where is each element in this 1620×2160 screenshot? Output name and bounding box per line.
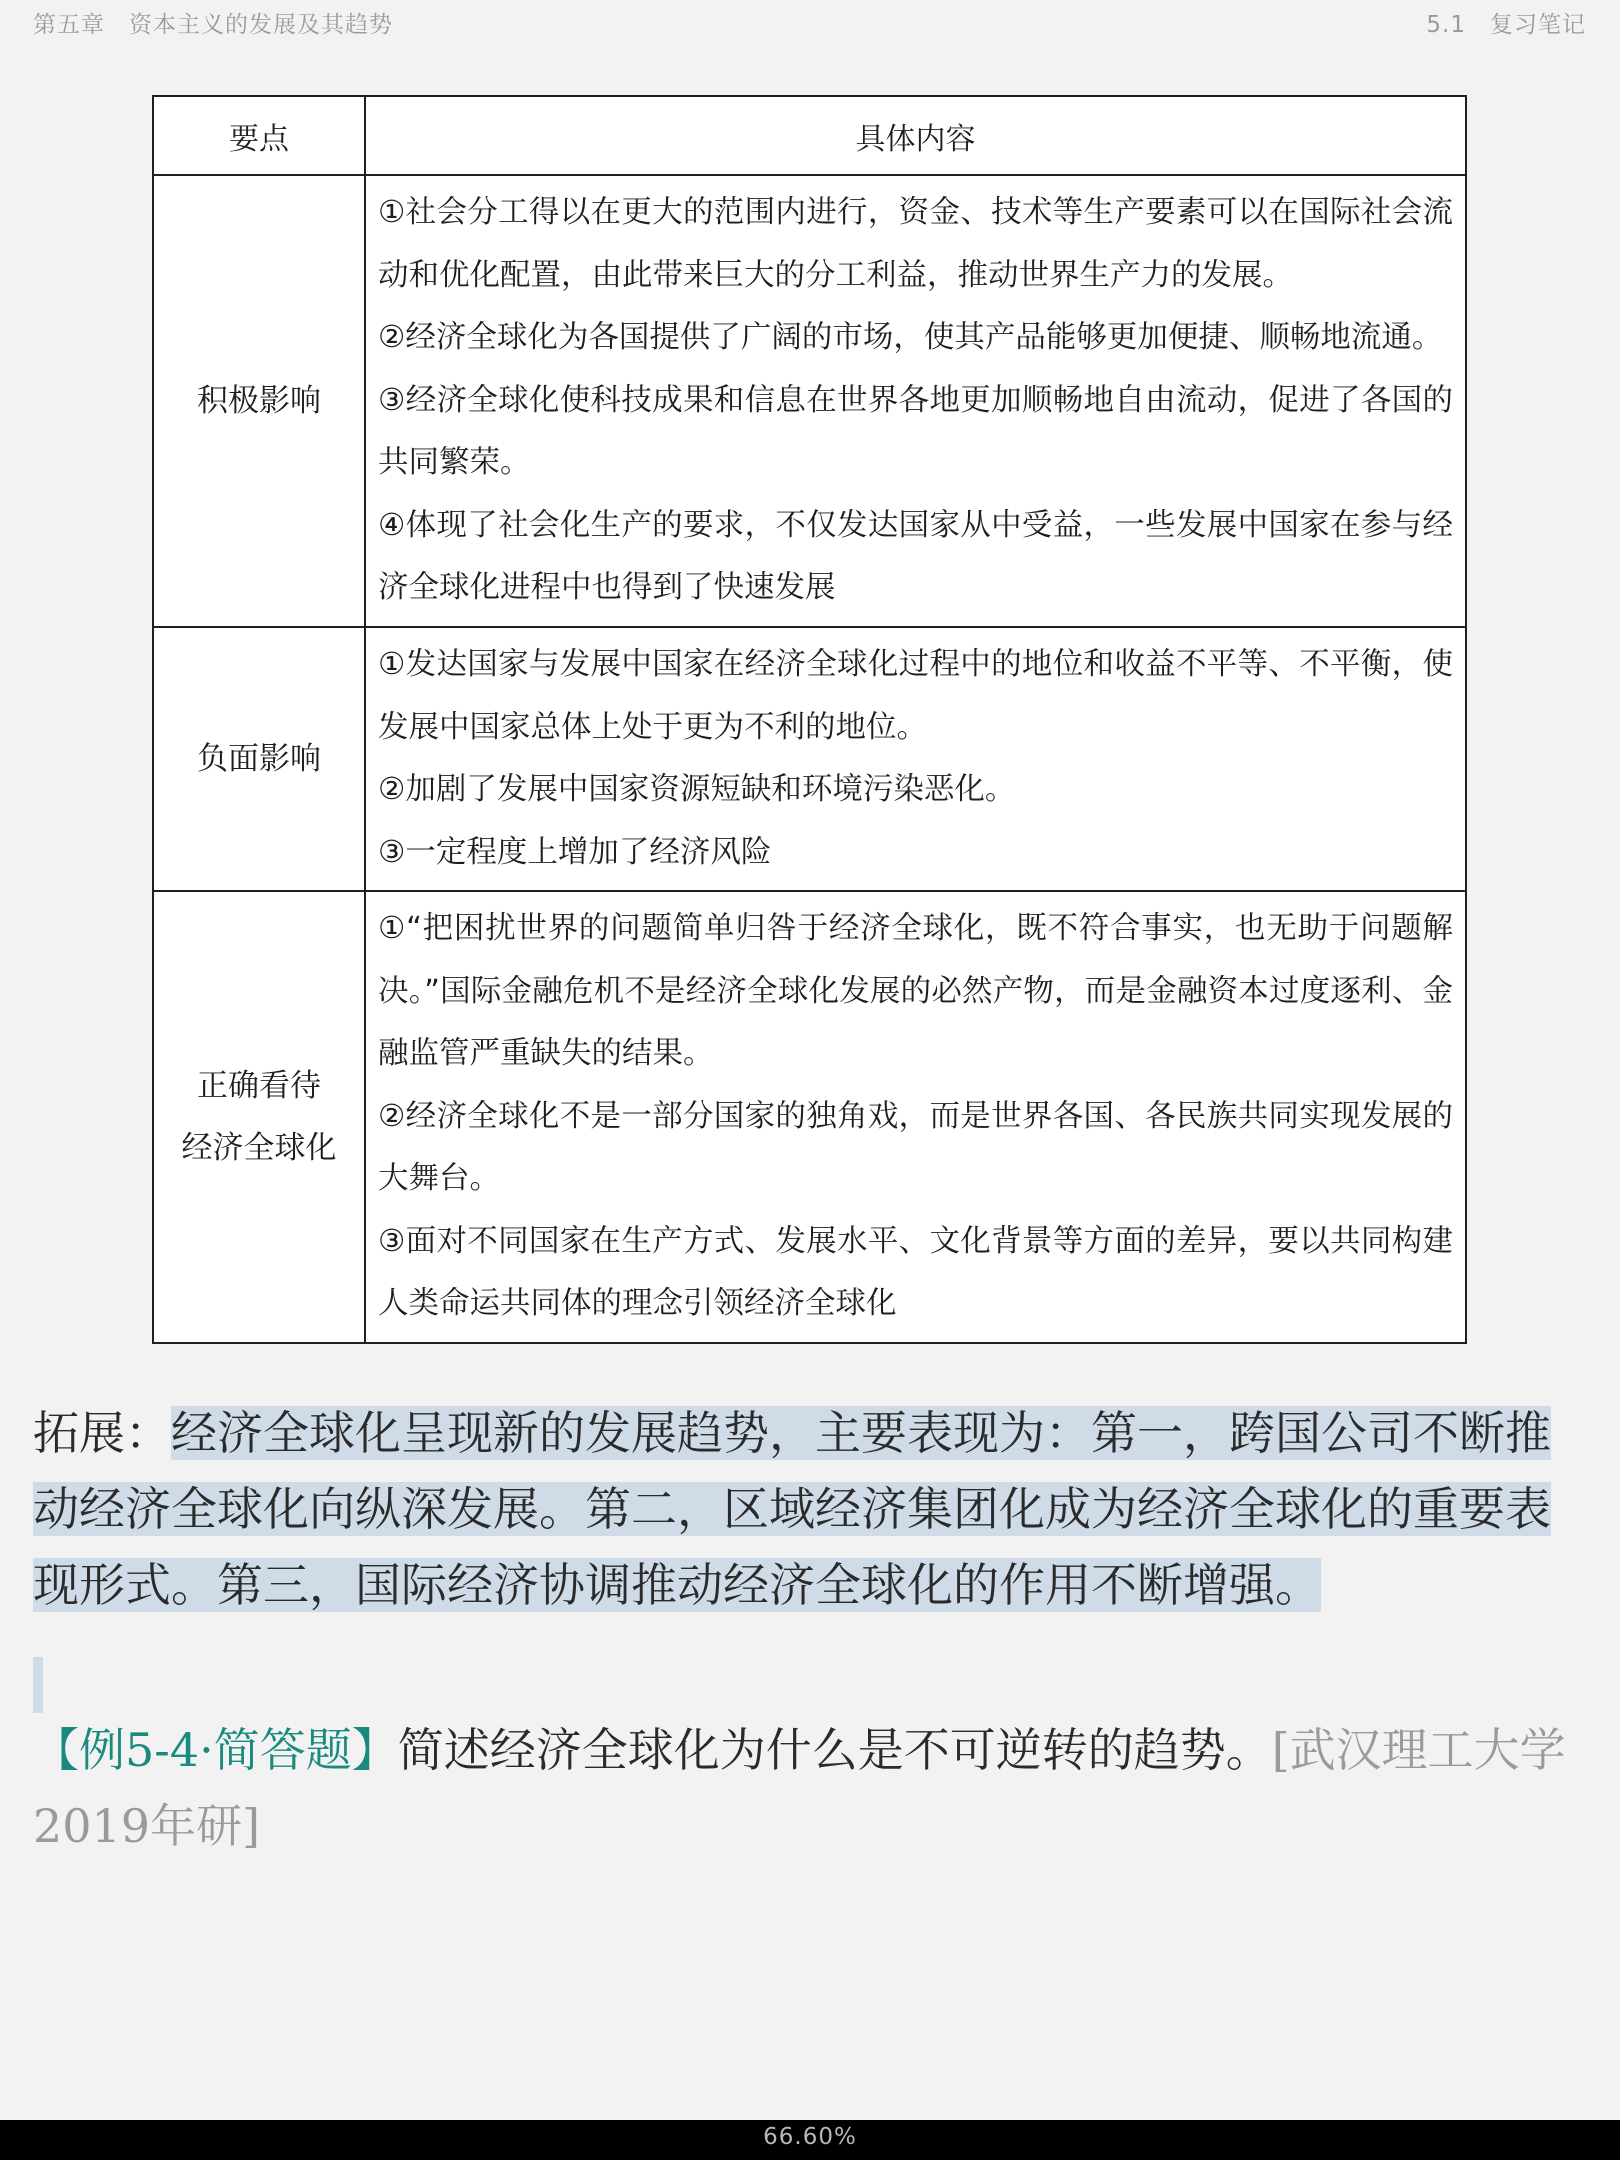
- extension-paragraph[interactable]: [33, 1395, 1593, 1623]
- list-item: ③面对不同国家在生产方式、发展水平、文化背景等方面的差异，要以共同构建人类命运共同体的理念引领经济全球化: [378, 1223, 1453, 1322]
- reading-progress-bar[interactable]: [0, 2120, 1620, 2160]
- content-table: [152, 95, 1467, 1344]
- row-content-cell: [365, 627, 1466, 891]
- list-item: ②经济全球化为各国提供了广阔的市场，使其产品能够更加便捷、顺畅地流通。: [378, 320, 1443, 356]
- table-row: [153, 891, 1466, 1343]
- progress-percentage: 66.60%: [763, 2124, 857, 2150]
- text-cursor-marker: [33, 1657, 43, 1713]
- list-item: ①发达国家与发展中国家在经济全球化过程中的地位和收益不平等、不平衡，使发展中国家总体上处于更为不利的地位。: [378, 647, 1453, 745]
- row-key-cell: 负面影响: [153, 627, 365, 891]
- list-item: ①“把困扰世界的问题简单归咎于经济全球化，既不符合事实，也无助于问题解决。”国际金融危机不是经济全球化发展的必然产物，而是金融资本过度逐利、金融监管严重缺失的结果。: [378, 911, 1453, 1072]
- list-item: ②加剧了发展中国家资源短缺和环境污染恶化。: [378, 772, 1016, 807]
- extension-label: 拓展：: [33, 1406, 171, 1460]
- list-item: ④体现了社会化生产的要求，不仅发达国家从中受益，一些发展中国家在参与经济全球化进程中也得到了快速发展: [378, 507, 1453, 606]
- list-item: ②经济全球化不是一部分国家的独角戏，而是世界各国、各民族共同实现发展的大舞台。: [378, 1098, 1453, 1197]
- page-header: [0, 0, 1620, 44]
- example-question[interactable]: [33, 1712, 1593, 1864]
- example-tag: 【例5-4·简答题】: [33, 1723, 398, 1777]
- row-content-cell: [365, 175, 1466, 627]
- list-item: ③一定程度上增加了经济风险: [378, 834, 772, 870]
- row-key-line: 经济全球化: [181, 1130, 337, 1166]
- row-key-cell: [153, 891, 365, 1343]
- list-item: ③经济全球化使科技成果和信息在世界各地更加顺畅地自由流动，促进了各国的共同繁荣。: [378, 382, 1453, 481]
- table-row: [153, 627, 1466, 891]
- content-table-figure: [152, 95, 1467, 1344]
- chapter-title: 第五章 资本主义的发展及其趋势: [33, 12, 393, 38]
- example-source: [武汉理工大学2019年研]: [33, 1723, 1566, 1853]
- table-header-row: [153, 96, 1466, 175]
- column-header-key: 要点: [153, 96, 365, 175]
- table-row: [153, 175, 1466, 627]
- row-key-line: 正确看待: [197, 1068, 321, 1104]
- row-content-cell: [365, 891, 1466, 1343]
- highlighted-text[interactable]: 经济全球化呈现新的发展趋势，主要表现为：第一，跨国公司不断推动经济全球化向纵深发展。第二，区域经济集团化成为经济全球化的重要表现形式。第三，国际经济协调推动经济全球化的作用不断增强。: [33, 1406, 1551, 1612]
- example-question-text: 简述经济全球化为什么是不可逆转的趋势。: [397, 1723, 1272, 1777]
- section-title: 5.1 复习笔记: [1426, 12, 1586, 38]
- list-item: ①社会分工得以在更大的范围内进行，资金、技术等生产要素可以在国际社会流动和优化配置，由此带来巨大的分工利益，推动世界生产力的发展。: [378, 195, 1453, 293]
- row-key-cell: 积极影响: [153, 175, 365, 627]
- column-header-content: 具体内容: [365, 96, 1466, 175]
